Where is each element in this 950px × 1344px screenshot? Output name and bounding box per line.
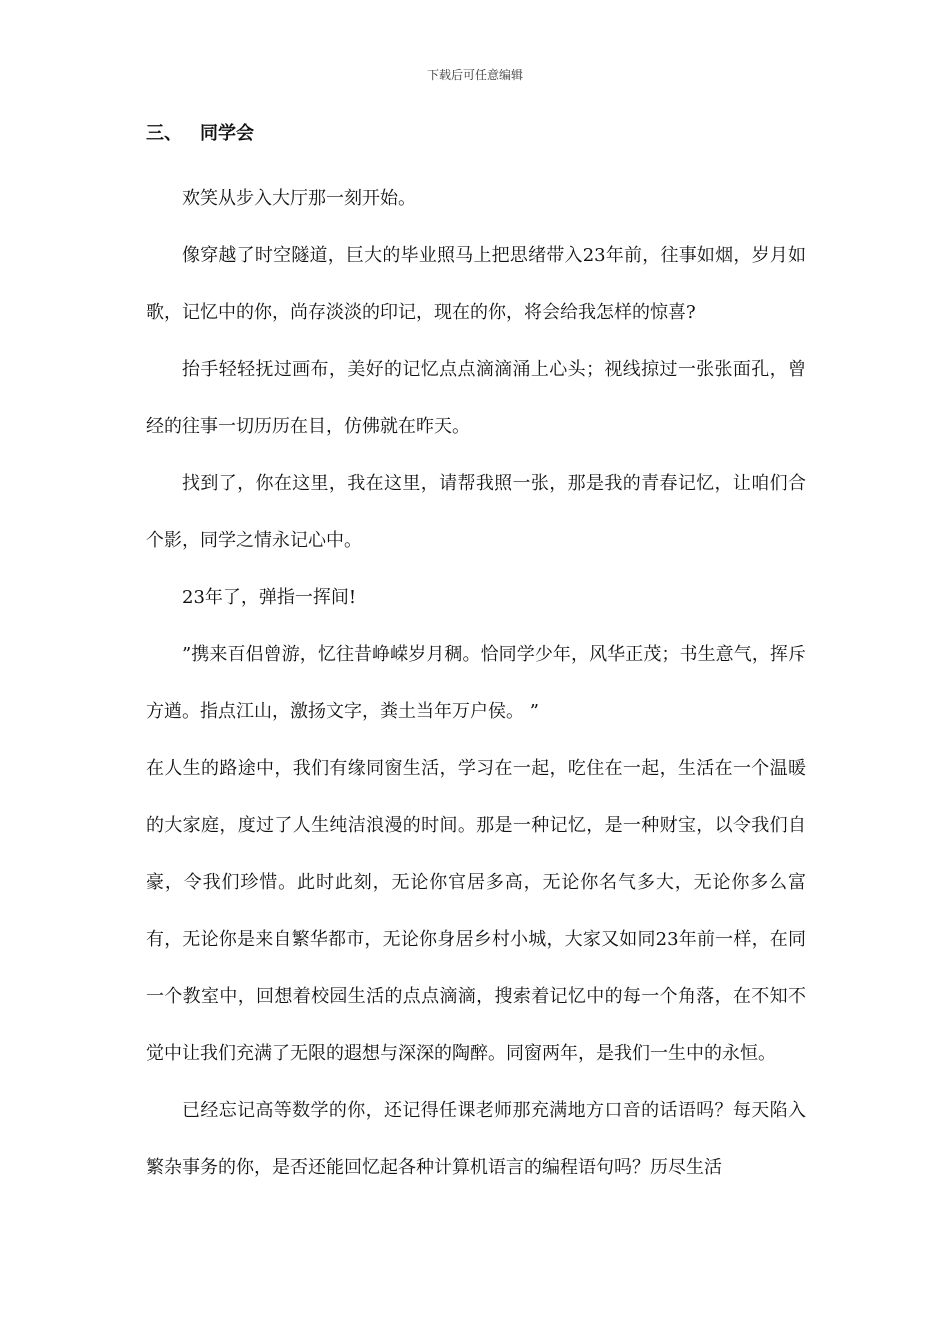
paragraph-5: 23年了，弹指一挥间! [182, 587, 357, 608]
section-number: 三、 [146, 123, 182, 144]
section-heading [146, 112, 806, 156]
section-title: 同学会 [200, 123, 254, 144]
paragraph-2: 像穿越了时空隧道，巨大的毕业照马上把思绪带入23年前，往事如烟，岁月如歌，记忆中的你，尚存淡淡的印记，现在的你，将会给我怎样的惊喜? [146, 245, 806, 323]
paragraph-1: 欢笑从步入大厅那一刻开始。 [182, 188, 416, 209]
paragraph-3: 抬手轻轻抚过画布，美好的记忆点点滴滴涌上心头；视线掠过一张张面孔，曾经的往事一切历历在目，仿佛就在昨天。 [146, 359, 806, 437]
document-body [146, 112, 806, 1196]
paragraph-8: 已经忘记高等数学的你，还记得任课老师那充满地方口音的话语吗？每天陷入繁杂事务的你，是否还能回忆起各种计算机语言的编程语句吗？历尽生活 [146, 1100, 806, 1178]
paragraph-4: 找到了，你在这里，我在这里，请帮我照一张，那是我的青春记忆，让咱们合个影，同学之情永记心中。 [146, 473, 806, 551]
paragraph-7: 在人生的路途中，我们有缘同窗生活，学习在一起，吃住在一起，生活在一个温暖的大家庭，度过了人生纯洁浪漫的时间。那是一种记忆，是一种财宝，以令我们自豪，令我们珍惜。此时此刻，无论你官居多高，无论你名气多大，无论你多么富有，无论你是来自繁华都市，无论你身居乡村小城，大家又如同23年前一样，在同一个教室中，回想着校园生活的点点滴滴，搜索着记忆中的每一个角落，在不知不觉中让我们充满了无限的遐想与深深的陶醉。同窗两年，是我们一生中的永恒。 [146, 758, 806, 1064]
header-note: 下载后可任意编辑 [426, 68, 523, 82]
paragraph-6: ”携来百侣曾游，忆往昔峥嵘岁月稠。恰同学少年，风华正茂；书生意气，挥斥方遒。指点江山，激扬文字，粪土当年万户侯。 ” [146, 644, 806, 722]
